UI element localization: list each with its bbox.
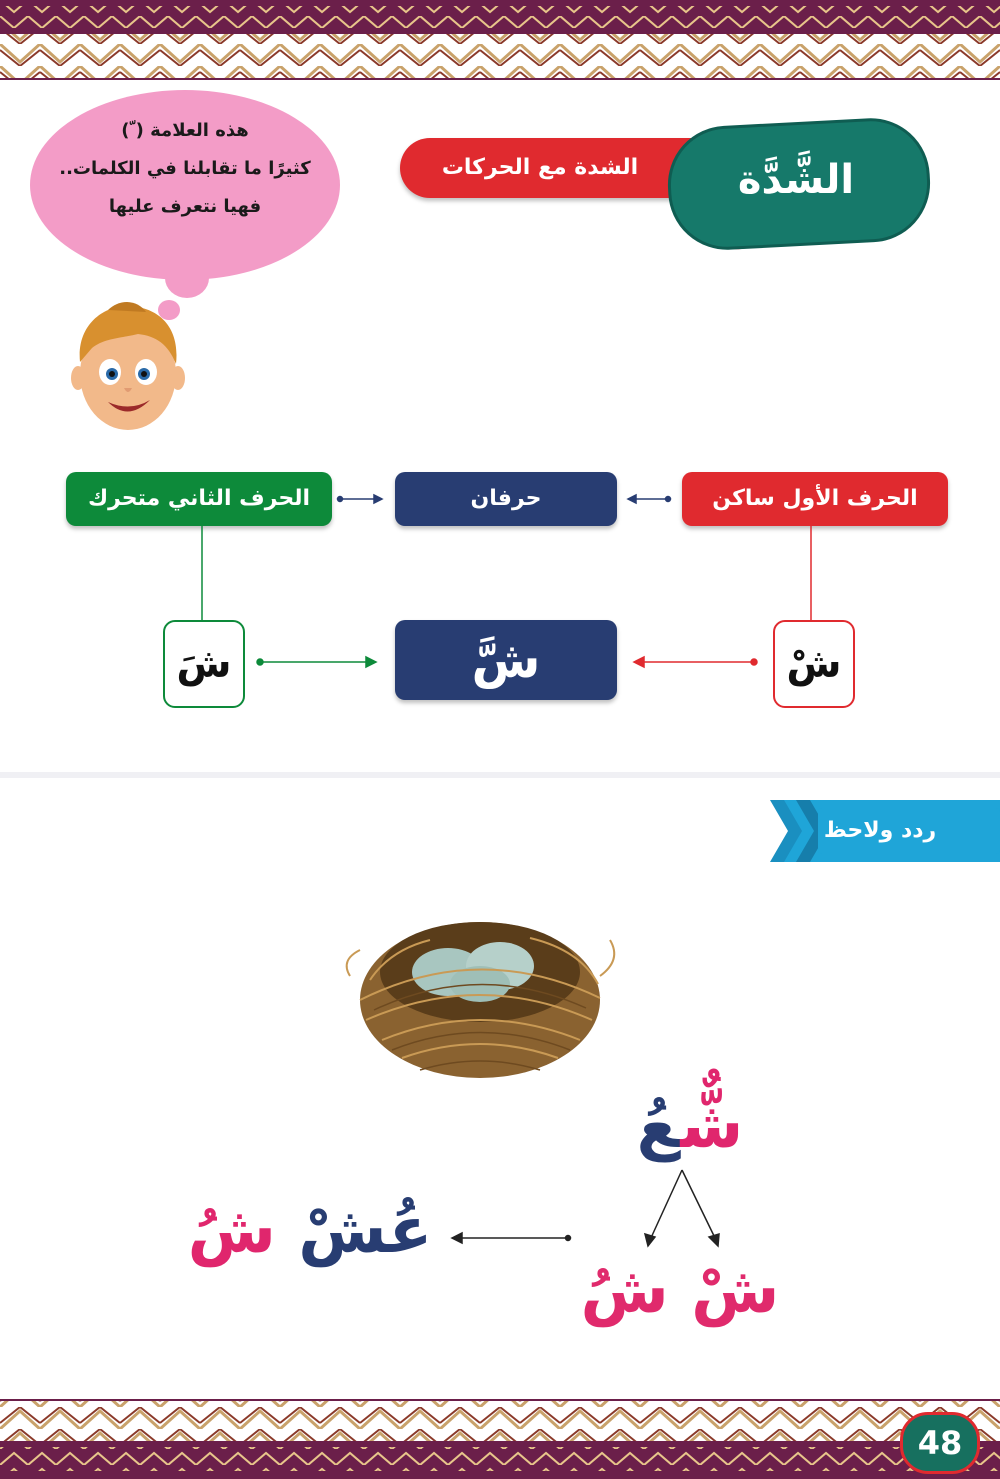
second-letter-label: الحرف الثاني متحرك <box>66 472 332 526</box>
word-split <box>560 1246 800 1336</box>
merged-letter-box: شَّ <box>395 620 617 700</box>
split-letter: شْ <box>691 1254 780 1328</box>
bubble-line: كثيرًا ما تقابلنا في الكلمات.. <box>59 158 311 179</box>
word-joined <box>180 1186 440 1276</box>
word-nest-part: شٌّ <box>680 1089 744 1163</box>
two-letters-label: حرفان <box>395 472 617 526</box>
subtitle: الشدة مع الحركات <box>441 155 639 180</box>
word-nest-part: عُ <box>636 1089 681 1163</box>
page-number: 48 <box>917 1424 963 1462</box>
joined-part: شُ <box>187 1194 276 1268</box>
split-arrows <box>0 1100 1000 1280</box>
section-divider <box>0 772 1000 778</box>
bottom-border <box>0 1385 1000 1479</box>
first-letter-label: الحرف الأول ساكن <box>682 472 948 526</box>
bubble-line: هذه العلامة ( ّ) <box>121 120 249 141</box>
second-letter-box: شَ <box>163 620 245 708</box>
first-letter-box: شْ <box>773 620 855 708</box>
joined-part: عُشْ <box>298 1194 433 1268</box>
bubble-line: فهيا نتعرف عليها <box>108 196 262 217</box>
section-label: ردد ولاحظ <box>823 818 937 843</box>
nest-image <box>330 880 630 1090</box>
page-title: الشَّدَّة <box>737 157 855 203</box>
split-letter: شُ <box>580 1254 669 1328</box>
